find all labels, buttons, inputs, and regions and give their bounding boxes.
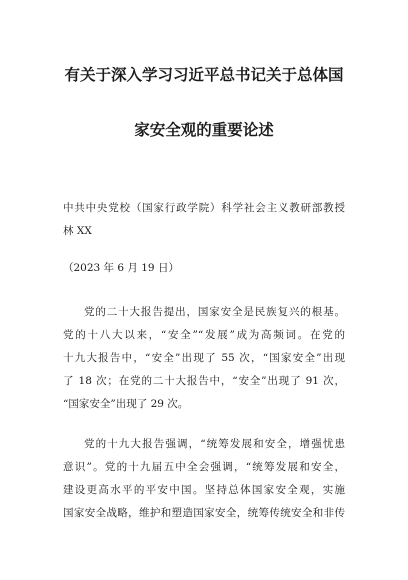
author-name: 林 XX [63, 225, 92, 237]
paragraph-line: 党的十九大报告强调，“统筹发展和安全，增强忧患 [84, 438, 345, 450]
paragraph-line: “国家安全”出现了 29 次。 [63, 398, 189, 410]
title-line: 有关于深入学习习近平总书记关于总体国 [64, 65, 344, 84]
author-affiliation: 中共中央党校（国家行政学院）科学社会主义教研部教授 [63, 202, 345, 214]
publish-date-block [63, 257, 345, 280]
document-title [0, 47, 408, 157]
paragraph-line: 国家安全战略，维护和塑造国家安全，统筹传统安全和非传 [63, 507, 345, 519]
author-info [63, 197, 345, 243]
body-paragraph [63, 301, 345, 416]
paragraph-line: 十九大报告中，“安全”出现了 55 次，“国家安全”出现 [63, 352, 345, 364]
paragraph-line: 党的二十大报告提出，国家安全是民族复兴的根基。 [84, 306, 345, 318]
paragraph-line: 建设更高水平的平安中国。坚持总体国家安全观，实施 [63, 484, 345, 496]
paragraph-line: 了 18 次；在党的二十大报告中，“安全”出现了 91 次， [63, 375, 345, 387]
body-paragraph [63, 433, 345, 525]
publish-date: （2023 年 6 月 19 日） [63, 262, 179, 274]
title-line: 家安全观的重要论述 [134, 120, 274, 139]
paragraph-line: 党的十八大以来，“安全”“发展”成为高频词。在党的 [63, 329, 345, 341]
paragraph-line: 意识”。党的十九届五中全会强调，“统筹发展和安全， [63, 461, 345, 473]
